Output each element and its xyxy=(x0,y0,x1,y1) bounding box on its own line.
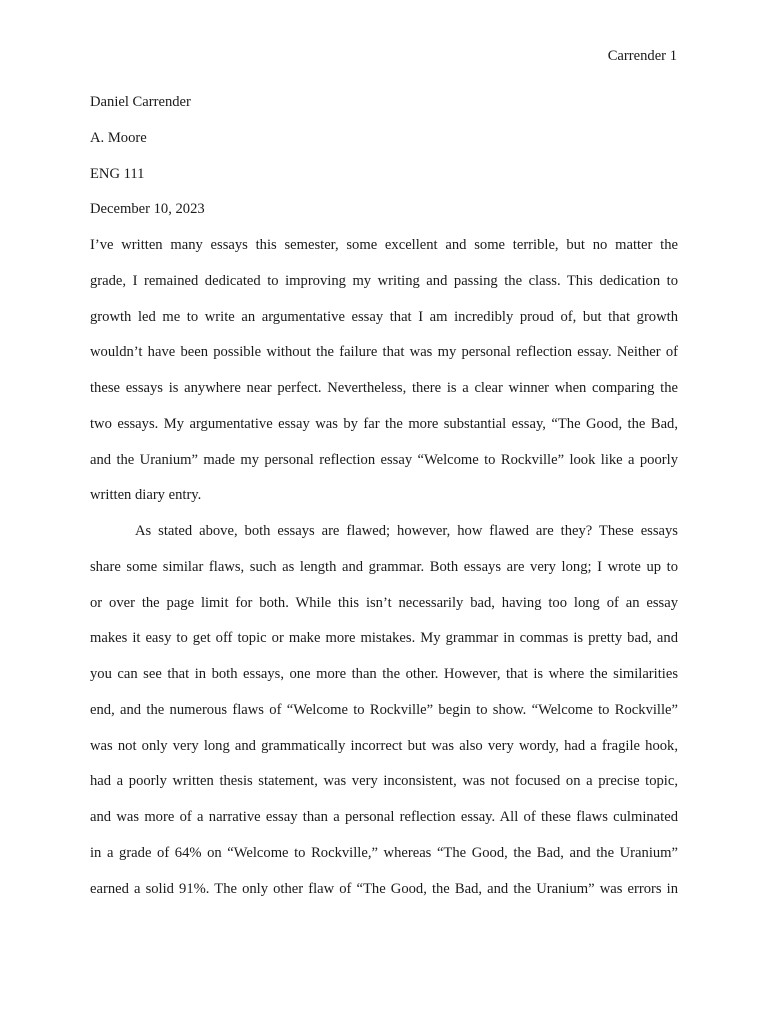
heading-instructor: A. Moore xyxy=(90,129,147,146)
paragraph-1 xyxy=(90,236,678,522)
paragraph-line: wouldn’t have been possible without the failure that was my personal reflection essay. Neither of xyxy=(90,344,678,361)
paragraph-line: written diary entry. xyxy=(90,487,202,504)
heading-date: December 10, 2023 xyxy=(90,201,205,218)
essay-body xyxy=(90,93,678,915)
paragraph-line: share some similar flaws, such as length and grammar. Both essays are very long; I wrote up to xyxy=(90,558,678,575)
heading-student-name: Daniel Carrender xyxy=(90,94,191,110)
paragraph-line: earned a solid 91%. The only other flaw of “The Good, the Bad, and the Uranium” was errors in xyxy=(90,880,678,897)
paragraph-line: and the Uranium” made my personal reflection essay “Welcome to Rockville” look like a poorly xyxy=(90,451,678,468)
paragraph-2 xyxy=(90,522,678,915)
paragraph-line: makes it easy to get off topic or make more mistakes. My grammar in commas is pretty bad, and xyxy=(90,630,678,647)
paragraph-line: in a grade of 64% on “Welcome to Rockville,” whereas “The Good, the Bad, and the Uranium” xyxy=(90,844,678,861)
heading-course: ENG 111 xyxy=(90,165,145,182)
paragraph-line: I’ve written many essays this semester, some excellent and some terrible, but no matter the xyxy=(90,237,678,253)
paragraph-line: was not only very long and grammatically incorrect but was also very wordy, had a fragile hook, xyxy=(90,737,678,754)
paragraph-line: you can see that in both essays, one more than the other. However, that is where the similarities xyxy=(90,666,678,682)
paragraph-line: grade, I remained dedicated to improving my writing and passing the class. This dedication to xyxy=(90,272,678,289)
paragraph-line: or over the page limit for both. While this isn’t necessarily bad, having too long of an essay xyxy=(90,594,678,611)
paragraph-line: two essays. My argumentative essay was by far the more substantial essay, “The Good, the Bad, xyxy=(90,415,678,432)
paragraph-line: growth led me to write an argumentative essay that I am incredibly proud of, but that growth xyxy=(90,308,678,325)
paragraph-line: and was more of a narrative essay than a personal reflection essay. All of these flaws culminated xyxy=(90,809,678,825)
paragraph-line: As stated above, both essays are flawed; however, how flawed are they? These essays xyxy=(135,523,678,539)
paragraph-line: had a poorly written thesis statement, was very inconsistent, was not focused on a precise topic, xyxy=(90,773,678,790)
running-header: Carrender 1 xyxy=(607,48,677,64)
paragraph-line: these essays is anywhere near perfect. Nevertheless, there is a clear winner when comparing the xyxy=(90,380,678,396)
paragraph-line: end, and the numerous flaws of “Welcome to Rockville” begin to show. “Welcome to Rockville” xyxy=(90,701,678,718)
